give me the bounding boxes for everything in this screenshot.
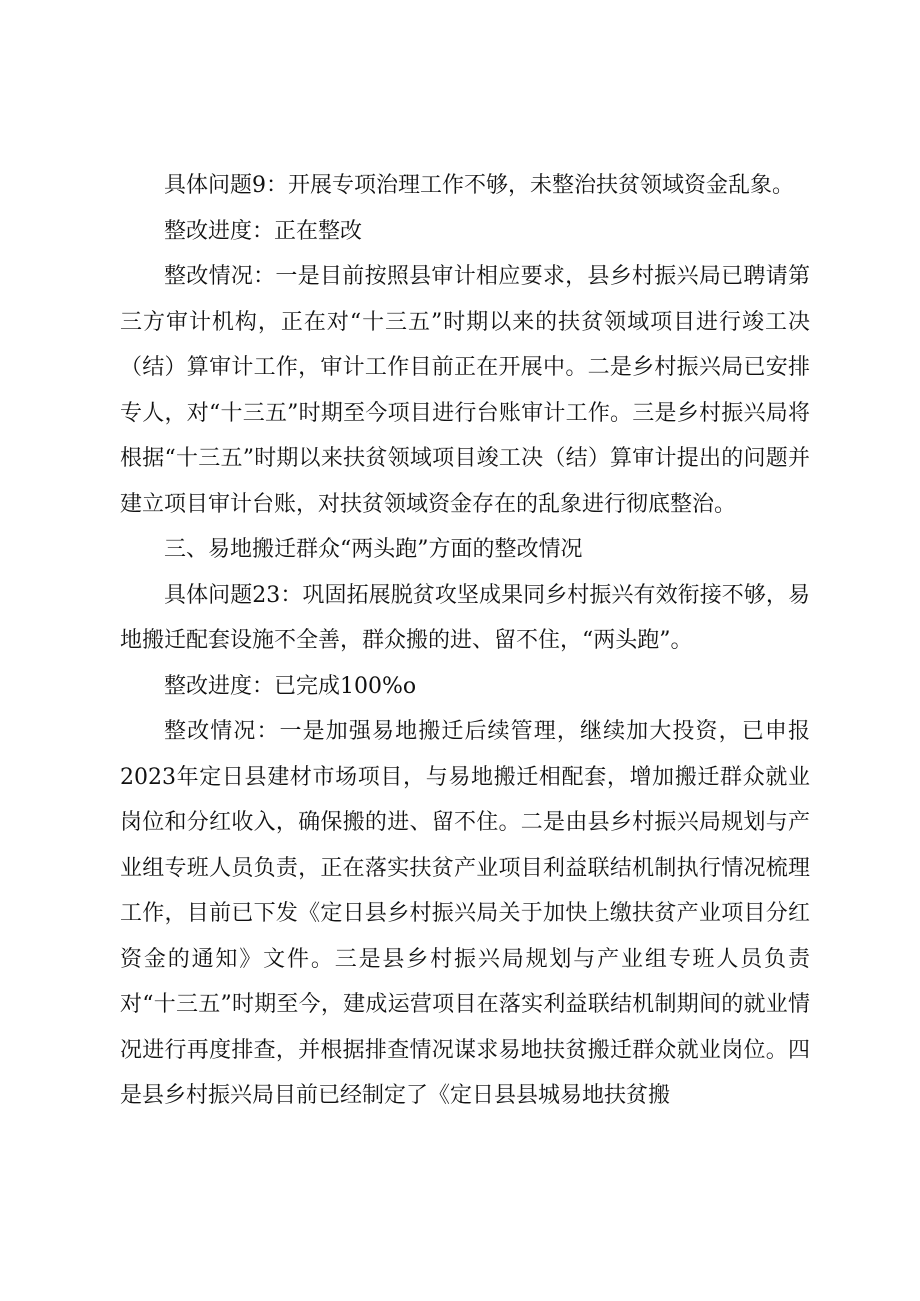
document-body xyxy=(120,163,810,1119)
issue-23-progress: 整改进度：已完成100%o xyxy=(164,673,417,699)
issue-9-status: 整改情况：一是目前按照县审计相应要求，县乡村振兴局已聘请第三方审计机构，正在对“十三五”时期以来的扶贫领域项目进行竣工决（结）算审计工作，审计工作目前正在开展中。二是乡村振兴局已安排专人，对“十三五”时期至今项目进行台账审计工作。三是乡村振兴局将根据“十三五”时期以来扶贫领域项目竣工决（结）算审计提出的问题并建立项目审计台账，对扶贫领域资金存在的乱象进行彻底整治。 xyxy=(120,264,810,517)
issue-9-paragraph: 具体问题9：开展专项治理工作不够，未整治扶贫领域资金乱象。 xyxy=(164,173,794,198)
issue-23-paragraph: 具体问题23：巩固拓展脱贫攻坚成果同乡村振兴有效衔接不够，易地搬迁配套设施不全善，群众搬的进、留不住，“两头跑”。 xyxy=(120,582,810,653)
issue-9-progress: 整改进度：正在整改 xyxy=(164,218,363,244)
issue-23-status: 整改情况：一是加强易地搬迁后续管理，继续加大投资，已申报2023年定日县建材市场项目，与易地搬迁相配套，增加搬迁群众就业岗位和分红收入，确保搬的进、留不住。二是由县乡村振兴局规划与产业组专班人员负责，正在落实扶贫产业项目利益联结机制执行情况梳理工作，目前已下发《定日县乡村振兴局关于加快上缴扶贫产业项目分红资金的通知》文件。三是县乡村振兴局规划与产业组专班人员负责对“十三五”时期至今，建成运营项目在落实利益联结机制期间的就业情况进行再度排查，并根据排查情况谋求易地扶贫搬迁群众就业岗位。四是县乡村振兴局目前已经制定了《定日县县城易地扶贫搬 xyxy=(120,719,810,1108)
section-3-heading: 三、易地搬迁群众“两头跑”方面的整改情况 xyxy=(164,537,583,562)
